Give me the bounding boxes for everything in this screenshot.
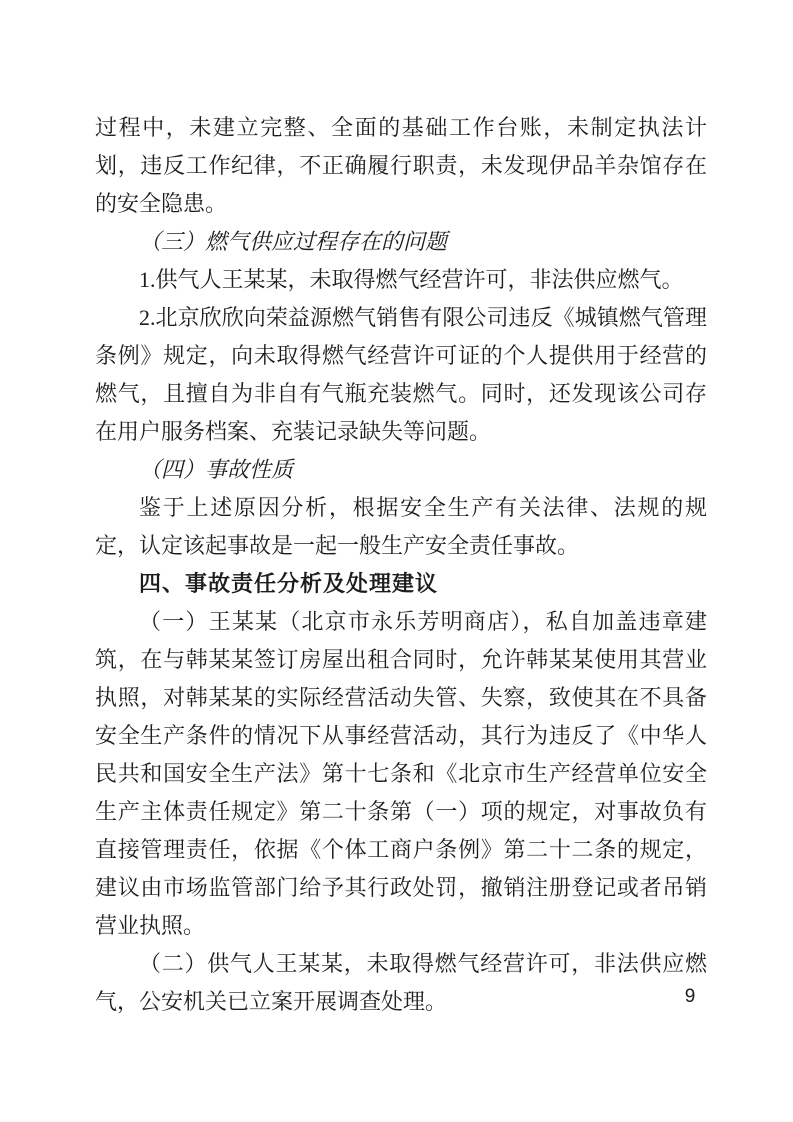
document-body xyxy=(95,109,707,1021)
paragraph-responsibility-1: （一）王某某（北京市永乐芳明商店），私自加盖违章建筑，在与韩某某签订房屋出租合同时，允许韩某某使用其营业执照，对韩某某的实际经营活动失管、失察，致使其在不具备安全生产条件的情况下从事经营活动，其行为违反了《中华人民共和国安全生产法》第十七条和《北京市生产经营单位安全生产主体责任规定》第二十条第（一）项的规定，对事故负有直接管理责任，依据《个体工商户条例》第二十二条的规定，建议由市场监管部门给予其行政处罚，撤销注册登记或者吊销营业执照。 xyxy=(95,609,707,938)
paragraph-continuation: 过程中，未建立完整、全面的基础工作台账，未制定执法计划，违反工作纪律，不正确履行职责，未发现伊品羊杂馆存在的安全隐患。 xyxy=(95,115,707,216)
paragraph-accident-nature: 鉴于上述原因分析，根据安全生产有关法律、法规的规定，认定该起事故是一起一般生产安全责任事故。 xyxy=(95,495,707,558)
page-number: 9 xyxy=(684,986,696,1007)
paragraph-item-1: 1.供气人王某某，未取得燃气经营许可，非法供应燃气。 xyxy=(139,267,684,292)
sub-heading-section-4: （四）事故性质 xyxy=(139,457,294,482)
section-heading-responsibility: 四、事故责任分析及处理建议 xyxy=(139,571,439,596)
paragraph-responsibility-2: （二）供气人王某某，未取得燃气经营许可，非法供应燃气，公安机关已立案开展调查处理。 xyxy=(95,951,707,1014)
sub-heading-section-3: （三）燃气供应过程存在的问题 xyxy=(139,229,448,254)
paragraph-item-2: 2.北京欣欣向荣益源燃气销售有限公司违反《城镇燃气管理条例》规定，向未取得燃气经营许可证的个人提供用于经营的燃气，且擅自为非自有气瓶充装燃气。同时，还发现该公司存在用户服务档案、充装记录缺失等问题。 xyxy=(95,305,707,444)
